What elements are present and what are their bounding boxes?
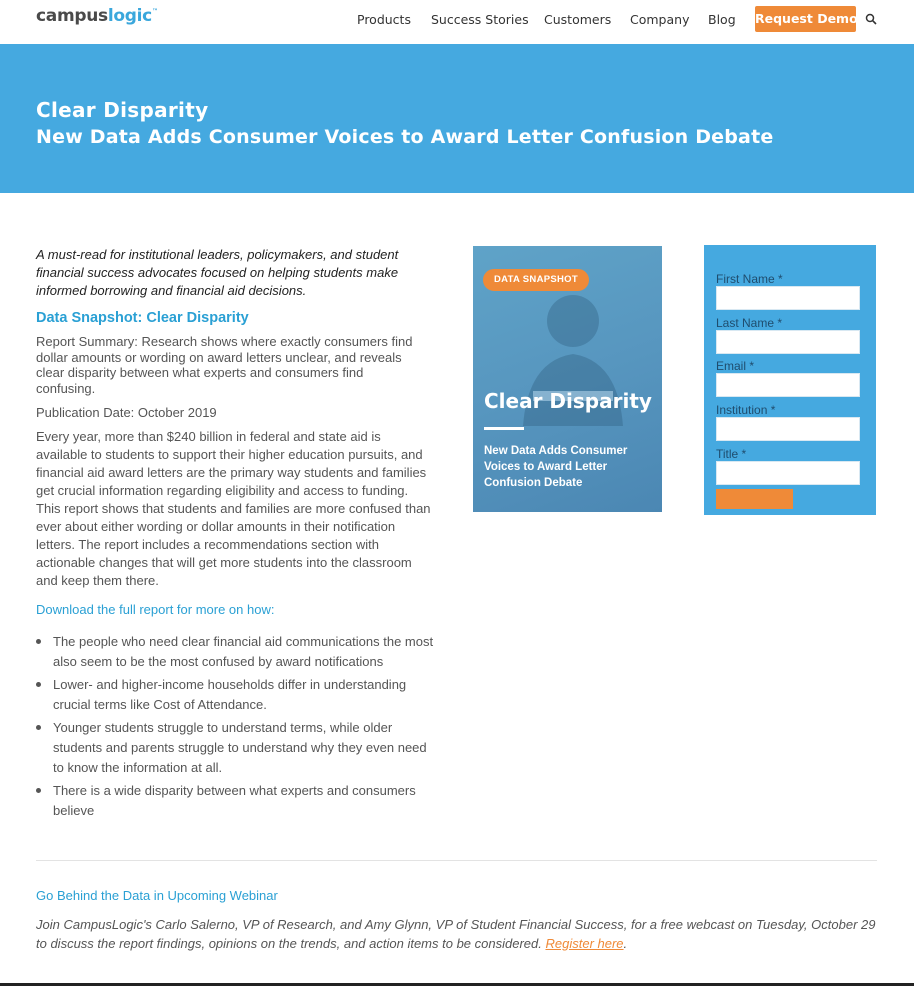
nav-customers[interactable]: Customers xyxy=(544,12,612,27)
list-item-text: Younger students struggle to understand terms, while older students and parents struggle to understand why they even need to know the information at all. xyxy=(53,720,427,775)
section-divider xyxy=(36,860,877,861)
hero-banner xyxy=(0,44,914,193)
campuslogic-logo[interactable] xyxy=(36,6,158,26)
webinar-title[interactable]: Go Behind the Data in Upcoming Webinar xyxy=(36,888,278,903)
list-item xyxy=(36,781,436,821)
site-header xyxy=(0,0,914,44)
logo-part-campus: campus xyxy=(36,6,108,26)
hero-title: Clear Disparity xyxy=(36,98,209,122)
list-item xyxy=(36,632,436,672)
last-name-input[interactable] xyxy=(716,330,860,354)
first-name-label: First Name * xyxy=(716,272,783,286)
nav-success-stories[interactable]: Success Stories xyxy=(431,12,529,27)
email-label: Email * xyxy=(716,359,755,373)
bullet-icon xyxy=(36,788,41,793)
download-form xyxy=(704,245,876,515)
institution-label: Institution * xyxy=(716,403,776,417)
report-cover-image xyxy=(473,246,662,512)
cover-title: Clear Disparity xyxy=(484,389,652,413)
webinar-description: Join CampusLogic's Carlo Salerno, VP of Research, and Amy Glynn, VP of Student Financial Success, for a free webcast on Tuesday, October 29 to discuss the report findings, opinions on the trends, and action items to be considered. xyxy=(36,917,876,951)
webinar-text xyxy=(36,916,886,953)
list-item-text: There is a wide disparity between what experts and consumers believe xyxy=(53,783,416,818)
logo-part-logic: logic xyxy=(107,6,152,26)
title-label: Title * xyxy=(716,447,747,461)
nav-company[interactable]: Company xyxy=(630,12,690,27)
last-name-label: Last Name * xyxy=(716,316,783,330)
intro-text: A must-read for institutional leaders, policymakers, and student financial success advocates focused on helping students make informed borrowing and financial aid decisions. xyxy=(36,247,399,298)
report-summary: Report Summary: Research shows where exactly consumers find dollar amounts or wording on award letters unclear, and reveals clear disparity between what experts and consumers find confusing. xyxy=(36,334,413,396)
nav-products[interactable]: Products xyxy=(357,12,411,27)
request-demo-button[interactable]: Request Demo xyxy=(755,6,856,32)
publication-date: Publication Date: October 2019 xyxy=(36,405,217,420)
register-link[interactable]: Register here xyxy=(545,935,624,951)
search-icon[interactable] xyxy=(865,13,877,25)
cover-divider xyxy=(484,427,524,430)
nav-blog[interactable]: Blog xyxy=(708,12,736,27)
title-input[interactable] xyxy=(716,461,860,485)
institution-input[interactable] xyxy=(716,417,860,441)
download-report-link[interactable]: Download the full report for more on how: xyxy=(36,602,275,617)
cover-subtitle: New Data Adds Consumer Voices to Award Letter Confusion Debate xyxy=(484,445,628,489)
bullet-icon xyxy=(36,639,41,644)
bullet-icon xyxy=(36,725,41,730)
webinar-end: . xyxy=(623,935,628,951)
list-item xyxy=(36,675,436,715)
snapshot-title: Data Snapshot: Clear Disparity xyxy=(36,310,249,326)
list-item-text: The people who need clear financial aid communications the most also seem to be the most confused by award notifications xyxy=(53,634,434,669)
list-item xyxy=(36,718,436,778)
hero-subtitle: New Data Adds Consumer Voices to Award Letter Confusion Debate xyxy=(36,126,774,148)
report-body: Every year, more than $240 billion in federal and state aid is available to students to support their higher education pursuits, and financial aid award letters are the primary way students and families get crucial information regarding eligibility and access to funding. This report shows that students and families are more confused than ever about either wording or dollar amounts in their notification letters. The report includes a recommendations section with actionable changes that will get more students into the classroom and keep them there. xyxy=(36,429,431,588)
download-submit-button[interactable] xyxy=(716,489,793,509)
data-snapshot-badge: DATA SNAPSHOT xyxy=(483,269,589,291)
findings-list xyxy=(36,632,436,824)
list-item-text: Lower- and higher-income households differ in understanding crucial terms like Cost of Attendance. xyxy=(53,677,407,712)
email-input[interactable] xyxy=(716,373,860,397)
bullet-icon xyxy=(36,682,41,687)
logo-trademark: ™ xyxy=(151,8,158,15)
first-name-input[interactable] xyxy=(716,286,860,310)
